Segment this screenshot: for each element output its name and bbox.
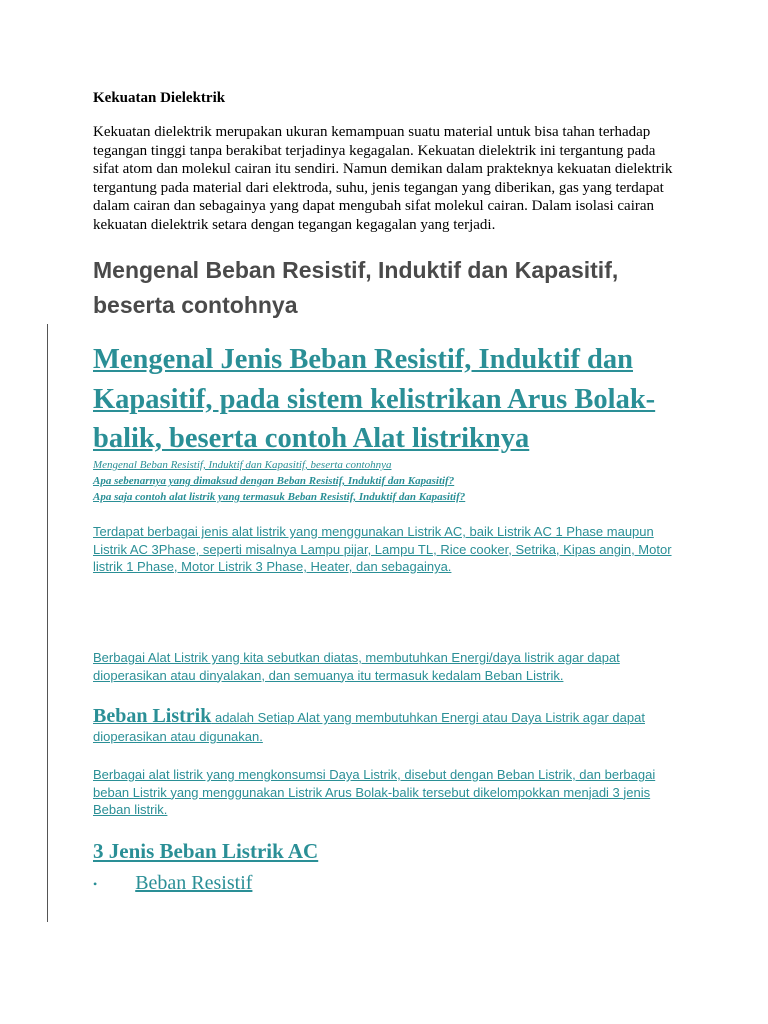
article-heading-link[interactable]: Mengenal Jenis Beban Resistif, Induktif dan Kapasitif, pada sistem kelistrikan Arus Bolak-balik, beserta contoh Alat listriknya [93, 344, 656, 454]
paragraph-ac-devices[interactable]: Terdapat berbagai jenis alat listrik yang menggunakan Listrik AC, baik Listrik AC 1 Phase maupun Listrik AC 3Phase, seperti misalnya Lampu pijar, Lampu TL, Rice cooker, Setrika, Kipas angin, Motor listrik 1 Phase, Motor Listrik 3 Phase, Heater, dan sebagainya. [93, 524, 672, 574]
list-item-beban-resistif[interactable] [93, 870, 252, 897]
article-heading: Mengenal Beban Resistif, Induktif dan Kapasitif, beserta contohnya [93, 257, 619, 318]
dielectric-paragraph: Kekuatan dielektrik merupakan ukuran kemampuan suatu material untuk bisa tahan terhadap tegangan tinggi tanpa berakibat terjadinya kegagalan. Kekuatan dielektrik ini tergantung pada sifat atom dan molekul cairan itu sendiri. Namun demikan dalam prakteknya kekuatan dielektrik tergantung pada material dari elektroda, suhu, jenis tegangan yang diberikan, gas yang terdapat dalam cairan dan sebagainya yang dapat mengubah sifat molekul cairan. Dalam isolasi cairan kekuatan dielektrik setara dengan tegangan kegagalan yang terjadi. [93, 124, 673, 233]
bullet-icon: • [93, 877, 98, 892]
section-title: Kekuatan Dielektrik [93, 90, 226, 106]
margin-rule [47, 324, 48, 922]
paragraph-energy-need[interactable]: Berbagai Alat Listrik yang kita sebutkan diatas, membutuhkan Energi/daya listrik agar dapat dioperasikan atau dinyalakan, dan semuanya itu termasuk kedalam Beban Listrik. [93, 650, 620, 683]
toc-link-2[interactable]: Apa sebenarnya yang dimaksud dengan Beban Resistif, Induktif dan Kapasitif? [93, 475, 455, 487]
list-item-label: Beban Resistif [135, 872, 253, 894]
toc-link-1[interactable]: Mengenal Beban Resistif, Induktif dan Kapasitif, beserta contohnya [93, 459, 392, 471]
term-beban-listrik: Beban Listrik [93, 705, 212, 727]
paragraph-load-types[interactable]: Berbagai alat listrik yang mengkonsumsi Daya Listrik, disebut dengan Beban Listrik, dan berbagai beban Listrik yang menggunakan Listrik Arus Bolak-balik tersebut dikelompokkan menjadi 3 jenis Beban listrik. [93, 767, 656, 817]
definition-text: adalah Setiap Alat yang membutuhkan Energi atau Daya Listrik agar dapat dioperasikan atau digunakan. [93, 710, 645, 744]
subheading-load-types[interactable]: 3 Jenis Beban Listrik AC [93, 839, 319, 863]
paragraph-beban-listrik[interactable] [93, 704, 678, 746]
toc-link-3[interactable]: Apa saja contoh alat listrik yang termasuk Beban Resistif, Induktif dan Kapasitif? [93, 491, 466, 503]
table-of-contents [93, 457, 465, 505]
